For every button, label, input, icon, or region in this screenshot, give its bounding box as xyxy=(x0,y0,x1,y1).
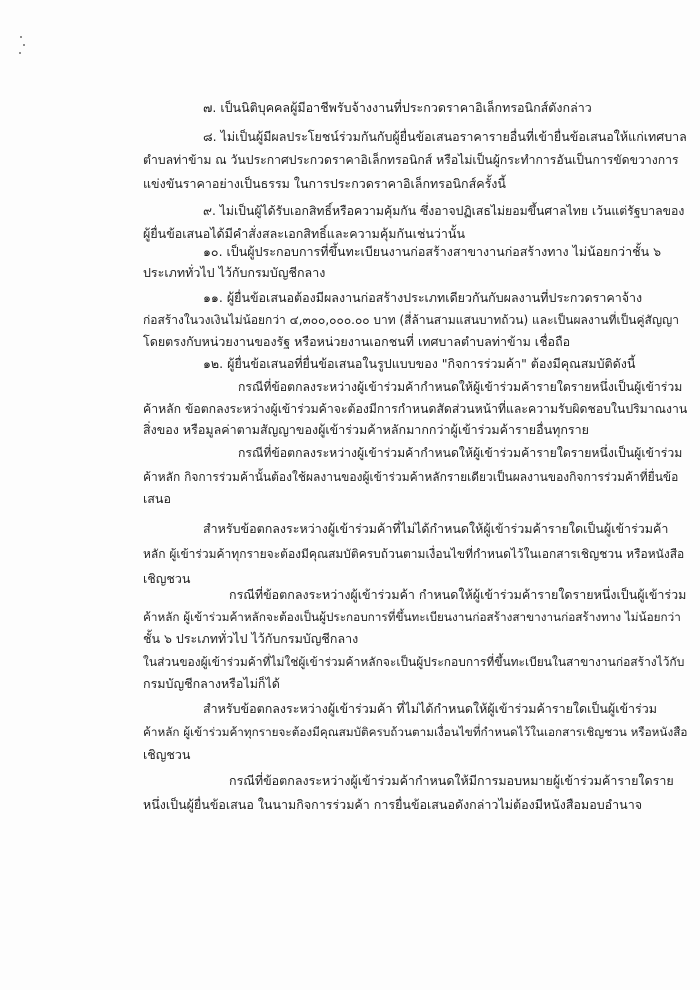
scan-artifact xyxy=(20,36,22,38)
clause-12-case-4: กรณีที่ข้อตกลงระหว่างผู้เข้าร่วมค้า กำหนดให้ผู้เข้าร่วมค้ารายใดรายหนึ่งเป็นผู้เข้าร่วม xyxy=(229,587,687,602)
clause-12-case-6-continued: หนึ่งเป็นผู้ยื่นข้อเสนอ ในนามกิจการร่วมค้า การยื่นข้อเสนอดังกล่าวไม่ต้องมีหนังสือมอบอำนาจ xyxy=(143,797,643,812)
clause-10-continued: ประเภททั่วไป ไว้กับกรมบัญชีกลาง xyxy=(143,265,326,280)
clause-12-case-4-continued: ชั้น ๖ ประเภททั่วไป ไว้กับกรมบัญชีกลาง xyxy=(143,631,359,646)
scan-artifact xyxy=(19,52,21,54)
clause-12-case-4-continued: ค้าหลัก ผู้เข้าร่วมค้าหลักจะต้องเป็นผู้ประกอบการที่ขึ้นทะเบียนงานก่อสร้างสาขางานก่อสร้างทาง ไม่น้อยกว่า xyxy=(143,610,681,624)
clause-11-continued: ก่อสร้างในวงเงินไม่น้อยกว่า ๔,๓๐๐,๐๐๐.๐๐ บาท (สี่ล้านสามแสนบาทถ้วน) และเป็นผลงานที่เป็นคู่สัญญา xyxy=(143,313,680,327)
clause-10: ๑๐. เป็นผู้ประกอบการที่ขึ้นทะเบียนงานก่อสร้างสาขางานก่อสร้างทาง ไม่น้อยกว่าชั้น ๖ xyxy=(203,244,662,259)
clause-8-continued: แข่งขันราคาอย่างเป็นธรรม ในการประกวดราคาอิเล็กทรอนิกส์ครั้งนี้ xyxy=(143,176,506,191)
clause-12-case-5-continued: เชิญชวน xyxy=(143,747,191,762)
clause-12-case-5: สำหรับข้อตกลงระหว่างผู้เข้าร่วมค้า ที่ไม่ได้กำหนดให้ผู้เข้าร่วมค้ารายใดเป็นผู้เข้าร่วม xyxy=(203,701,658,716)
clause-11: ๑๑. ผู้ยื่นข้อเสนอต้องมีผลงานก่อสร้างประเภทเดียวกันกับผลงานที่ประกวดราคาจ้าง xyxy=(203,290,643,305)
clause-12-case-1: กรณีที่ข้อตกลงระหว่างผู้เข้าร่วมค้ากำหนดให้ผู้เข้าร่วมค้ารายใดรายหนึ่งเป็นผู้เข้าร่วม xyxy=(238,380,683,394)
clause-12-case-2: กรณีที่ข้อตกลงระหว่างผู้เข้าร่วมค้ากำหนดให้ผู้เข้าร่วมค้ารายใดรายหนึ่งเป็นผู้เข้าร่วม xyxy=(238,446,683,460)
clause-7: ๗. เป็นนิติบุคคลผู้มีอาชีพรับจ้างงานที่ประกวดราคาอิเล็กทรอนิกส์ดังกล่าว xyxy=(203,100,592,115)
clause-8-continued: ตำบลท่าข้าม ณ วันประกาศประกวดราคาอิเล็กทรอนิกส์ หรือไม่เป็นผู้กระทำการอันเป็นการขัดขวางการ xyxy=(143,153,679,167)
clause-11-continued: โดยตรงกับหน่วยงานของรัฐ หรือหน่วยงานเอกชนที่ เทศบาลตำบลท่าข้าม เชื่อถือ xyxy=(143,334,571,349)
scan-artifact xyxy=(23,44,25,46)
clause-12-case-2-continued: เสนอ xyxy=(143,491,171,506)
clause-12-case-4-continued: ในส่วนของผู้เข้าร่วมค้าที่ไม่ใช่ผู้เข้าร่วมค้าหลักจะเป็นผู้ประกอบการที่ขึ้นทะเบียนในสาขางานก่อสร้างไว้กับ xyxy=(143,655,685,669)
clause-12-case-1-continued: สิ่งของ หรือมูลค่าตามสัญญาของผู้เข้าร่วมค้าหลักมากกว่าผู้เข้าร่วมค้ารายอื่นทุกราย xyxy=(143,422,589,437)
clause-12-case-2-continued: ค้าหลัก กิจการร่วมค้านั้นต้องใช้ผลงานของผู้เข้าร่วมค้าหลักรายเดียวเป็นผลงานของกิจการร่วมค้าที่ยื่นข้อ xyxy=(143,470,679,484)
clause-12: ๑๒. ผู้ยื่นข้อเสนอที่ยื่นข้อเสนอในรูปแบบของ "กิจการร่วมค้า" ต้องมีคุณสมบัติดังนี้ xyxy=(203,356,636,371)
clause-12-case-1-continued: ค้าหลัก ข้อตกลงระหว่างผู้เข้าร่วมค้าจะต้องมีการกำหนดสัดส่วนหน้าที่และความรับผิดชอบในปริมาณงาน xyxy=(143,402,688,416)
clause-12-case-4-continued: กรมบัญชีกลางหรือไม่ก็ได้ xyxy=(143,676,280,691)
clause-12-case-5-continued: ค้าหลัก ผู้เข้าร่วมค้าทุกรายจะต้องมีคุณสมบัติครบถ้วนตามเงื่อนไขที่กำหนดไว้ในเอกสารเชิญชวน หรือหนังสือ xyxy=(143,725,688,739)
clause-8: ๘. ไม่เป็นผู้มีผลประโยชน์ร่วมกันกับผู้ยื่นข้อเสนอราคารายอื่นที่เข้ายื่นข้อเสนอให้แก่เทศบาล xyxy=(203,129,687,144)
clause-12-case-3-continued: หลัก ผู้เข้าร่วมค้าทุกรายจะต้องมีคุณสมบัติครบถ้วนตามเงื่อนไขที่กำหนดไว้ในเอกสารเชิญชวน หรือหนังสือ xyxy=(143,547,685,561)
clause-12-case-3-continued: เชิญชวน xyxy=(143,571,191,586)
clause-12-case-6: กรณีที่ข้อตกลงระหว่างผู้เข้าร่วมค้ากำหนดให้มีการมอบหมายผู้เข้าร่วมค้ารายใดราย xyxy=(229,773,674,788)
clause-9-continued: ผู้ยื่นข้อเสนอได้มีคำสั่งสละเอกสิทธิ์และความคุ้มกันเช่นว่านั้น xyxy=(143,226,466,241)
clause-9: ๙. ไม่เป็นผู้ได้รับเอกสิทธิ์หรือความคุ้มกัน ซึ่งอาจปฏิเสธไม่ยอมขึ้นศาลไทย เว้นแต่รัฐบาลของ xyxy=(203,204,685,218)
clause-12-case-3: สำหรับข้อตกลงระหว่างผู้เข้าร่วมค้าที่ไม่ได้กำหนดให้ผู้เข้าร่วมค้ารายใดเป็นผู้เข้าร่วมค้า xyxy=(203,521,669,536)
